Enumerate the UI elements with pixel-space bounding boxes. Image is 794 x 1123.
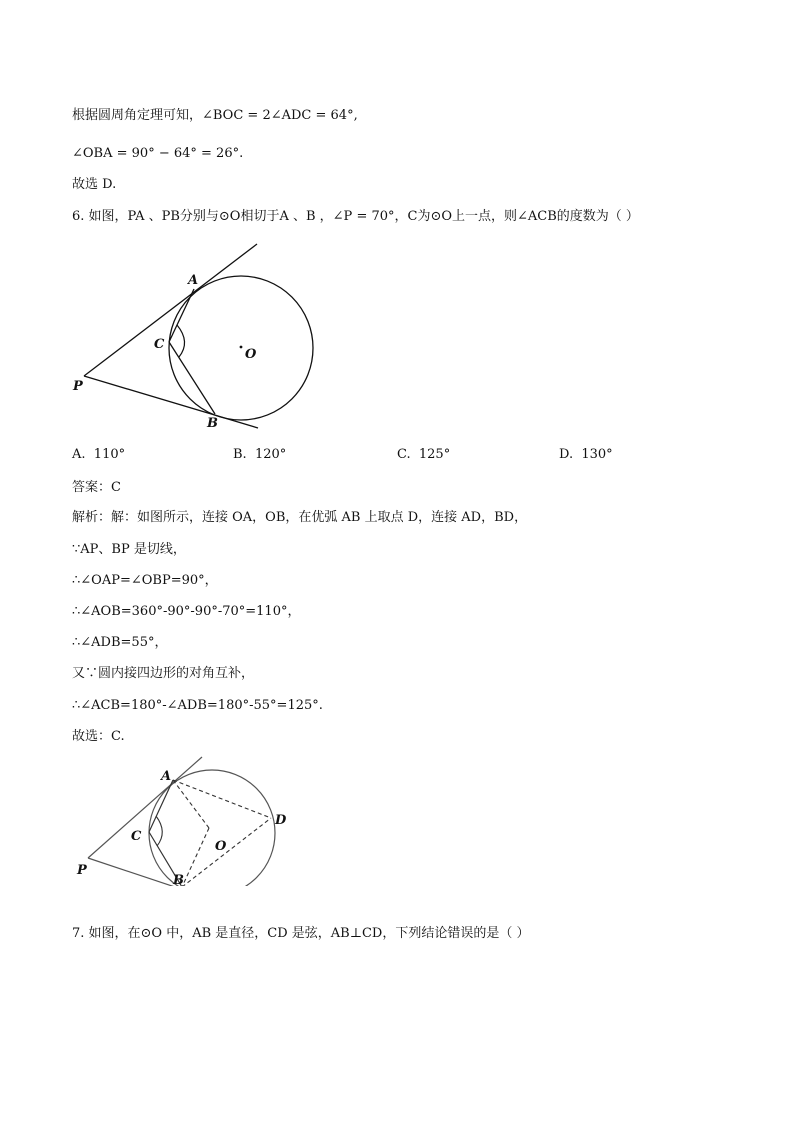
solution-line-2: ∠OBA = 90° − 64° = 26°. — [72, 146, 244, 161]
analysis-line-4: ∴∠AOB=360°-90°-90°-70°=110°， — [72, 604, 301, 619]
label-c: C — [154, 337, 165, 352]
tangent-pb — [84, 376, 258, 428]
label-c-2: C — [131, 829, 142, 844]
center-dot-o — [240, 346, 243, 349]
radius-oa — [173, 780, 209, 828]
answer-line: 答案：C — [72, 480, 121, 495]
option-c: C. 125° — [397, 447, 451, 462]
analysis-line-8: 故选：C. — [72, 729, 125, 744]
figure-question-6 — [70, 236, 330, 436]
choice-line: 故选 D. — [72, 177, 117, 192]
option-b: B. 120° — [233, 447, 287, 462]
label-a-2: A — [161, 769, 172, 784]
label-p-2: P — [77, 863, 87, 878]
label-o-2: O — [215, 839, 227, 854]
question-6: 6. 如图，PA 、PB分别与⊙O相切于A 、B ，∠P = 70°，C为⊙O上一点，则∠ACB的度数为（ ） — [72, 209, 639, 224]
option-a: A. 110° — [72, 447, 126, 462]
label-a: A — [188, 273, 199, 288]
tangent-pa-2 — [88, 757, 202, 858]
label-b: B — [207, 416, 218, 431]
angle-arc-c — [177, 325, 185, 357]
chord-ac — [169, 289, 194, 342]
figure-analysis — [72, 756, 302, 886]
analysis-line-2: ∵AP、BP 是切线， — [72, 542, 186, 557]
tangent-pa — [84, 244, 257, 376]
label-p: P — [73, 379, 83, 394]
label-b-2: B — [173, 873, 184, 886]
analysis-line-5: ∴∠ADB=55°， — [72, 635, 168, 650]
label-d-2: D — [275, 813, 287, 828]
analysis-line-6: 又∵圆内接四边形的对角互补， — [72, 666, 255, 681]
analysis-line-1: 解析：解：如图所示，连接 OA，OB，在优弧 AB 上取点 D，连接 AD，BD， — [72, 510, 528, 525]
option-d: D. 130° — [559, 447, 613, 462]
label-o: O — [245, 347, 257, 362]
tangent-pb-2 — [88, 858, 232, 886]
solution-line-1: 根据圆周角定理可知，∠BOC = 2∠ADC = 64°, — [72, 108, 358, 123]
question-7: 7. 如图，在⊙O 中，AB 是直径，CD 是弦，AB⊥CD，下列结论错误的是（ ） — [72, 926, 530, 941]
radius-ob — [182, 828, 209, 886]
analysis-line-3: ∴∠OAP=∠OBP=90°， — [72, 573, 218, 588]
angle-arc-c-2 — [156, 816, 162, 846]
analysis-line-7: ∴∠ACB=180°-∠ADB=180°-55°=125°. — [72, 698, 323, 713]
